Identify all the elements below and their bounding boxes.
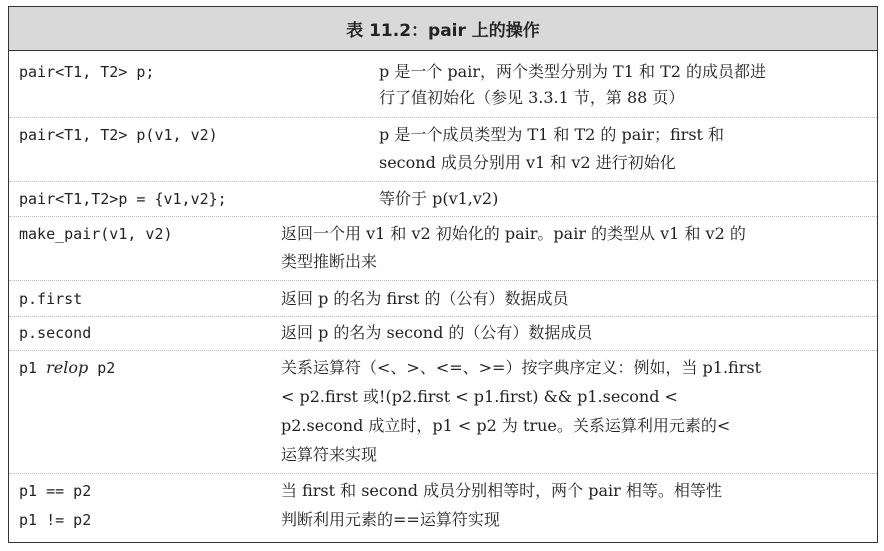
desc-line: 运算符来实现 [281, 445, 378, 464]
op-relop [19, 357, 115, 379]
desc-line: 等价于 p(v1,v2) [379, 189, 499, 208]
relop-italic: relop [46, 358, 89, 377]
desc-line: p 是一个成员类型为 T1 和 T2 的 pair；first 和 [379, 125, 725, 144]
op-part: p2 [88, 359, 116, 377]
desc-line: 当 first 和 second 成员分别相等时，两个 pair 相等。相等性 [281, 481, 722, 500]
table-title: 表 11.2：pair 上的操作 [9, 7, 877, 51]
desc-line: 返回 p 的名为 first 的（公有）数据成员 [281, 289, 569, 308]
desc-line: 行了值初始化（参见 3.3.1 节，第 88 页） [379, 88, 685, 107]
desc-line: 返回一个用 v1 和 v2 初始化的 pair。pair 的类型从 v1 和 v2 的 [281, 224, 746, 243]
op-p-second: p.second [19, 324, 92, 342]
op-equal: p1 == p2 [19, 482, 92, 500]
row-divider [9, 280, 877, 281]
desc-line: 关系运算符（<、>、<=、>=）按字典序定义：例如，当 p1.first [281, 358, 761, 377]
op-make-pair: make_pair(v1, v2) [19, 225, 173, 243]
desc-line: 判断利用元素的==运算符实现 [281, 510, 500, 529]
desc-line: 类型推断出来 [281, 252, 378, 271]
desc-line: 返回 p 的名为 second 的（公有）数据成员 [281, 323, 593, 342]
desc-line: second 成员分别用 v1 和 v2 进行初始化 [379, 153, 676, 172]
row-divider [9, 117, 877, 118]
row-divider [9, 350, 877, 351]
row-divider [9, 316, 877, 317]
row-divider [9, 181, 877, 182]
op-pair-init: pair<T1, T2> p(v1, v2) [19, 126, 218, 144]
op-not-equal: p1 != p2 [19, 511, 92, 529]
op-pair-list-init: pair<T1,T2>p = {v1,v2}; [19, 190, 227, 208]
desc-line: p2.second 成立时，p1 < p2 为 true。关系运算利用元素的< [281, 416, 731, 435]
desc-line: < p2.first 或!(p2.first < p1.first) && p1.second < [281, 387, 678, 406]
op-pair-default: pair<T1, T2> p; [19, 63, 155, 81]
row-divider [9, 473, 877, 474]
op-part: p1 [19, 359, 47, 377]
desc-line: p 是一个 pair，两个类型分别为 T1 和 T2 的成员都进 [379, 62, 767, 81]
row-divider [9, 216, 877, 217]
op-p-first: p.first [19, 290, 83, 308]
pair-operations-table [8, 6, 878, 543]
